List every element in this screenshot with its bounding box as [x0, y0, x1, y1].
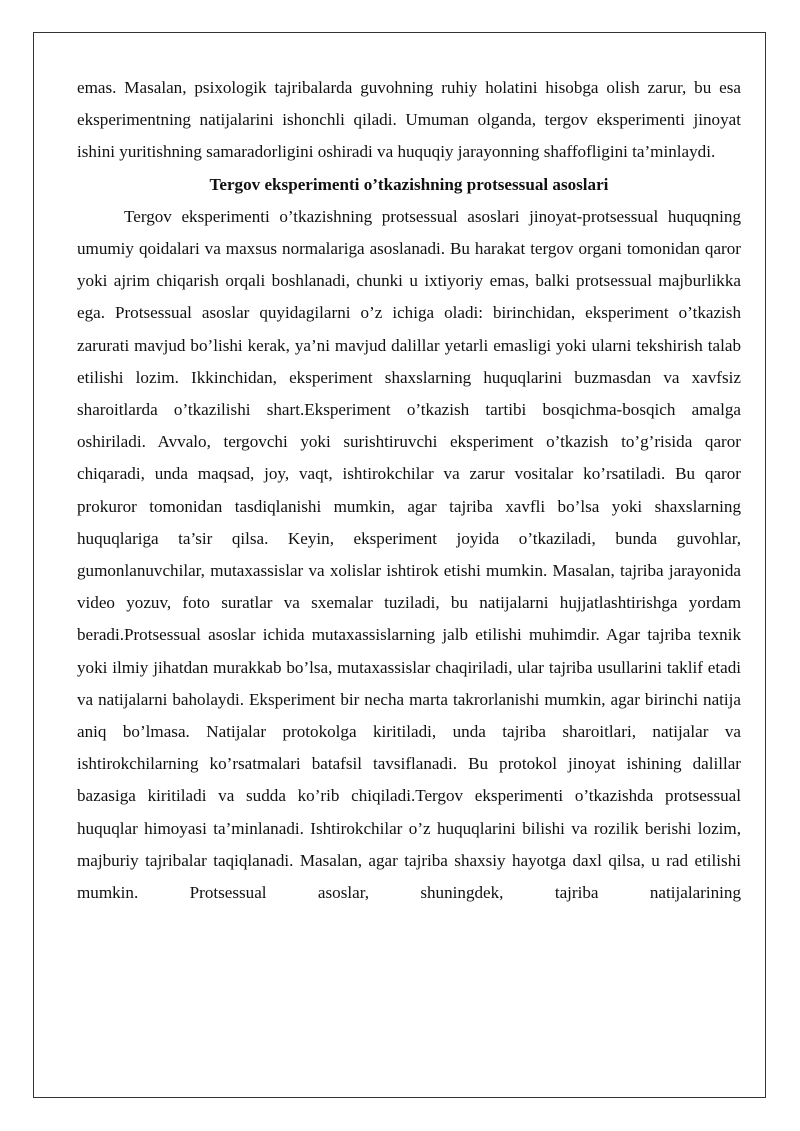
paragraph-intro: emas. Masalan, psixologik tajribalarda guvohning ruhiy holatini hisobga olish zarur, bu esa eksperimentning natijalarini ishonchli qiladi. Umuman olganda, tergov eksperimenti jinoyat ishini yuritishning samaradorligini oshiradi va huquqiy jarayonning shaffofligini ta’minlaydi. [77, 78, 741, 162]
document-body [77, 72, 741, 909]
section-heading: Tergov eksperimenti o’tkazishning protsessual asoslari [209, 174, 609, 194]
paragraph-main: Tergov eksperimenti o’tkazishning protsessual asoslari jinoyat-protsessual huquqning umumiy qoidalari va maxsus normalariga asoslanadi. Bu harakat tergov organi tomonidan qaror yoki ajrim chiqarish orqali boshlanadi, chunki u ixtiyoriy emas, balki protsessual majburlikka ega. Protsessual asoslar quyidagilarni o’z ichiga oladi: birinchidan, eksperiment o’tkazish zarurati mavjud bo’lishi kerak, ya’ni mavjud dalillar yetarli emasligi yoki ularni tekshirish talab etilishi lozim. Ikkinchidan, eksperiment shaxslarning huquqlarini buzmasdan va xavfsiz sharoitlarda o’tkazilishi shart.Eksperiment o’tkazish tartibi bosqichma-bosqich amalga oshiriladi. Avvalo, tergovchi yoki surishtiruvchi eksperiment o’tkazish to’g’risida qaror chiqaradi, unda maqsad, joy, vaqt, ishtirokchilar va zarur vositalar ko’rsatiladi. Bu qaror prokuror tomonidan tasdiqlanishi mumkin, agar tajriba xavfli bo’lsa yoki shaxslarning huquqlariga ta’sir qilsa. Keyin, eksperiment joyida o’tkaziladi, bunda guvohlar, gumonlanuvchilar, mutaxassislar va xolislar ishtirok etishi mumkin. Masalan, tajriba jarayonida video yozuv, foto suratlar va sxemalar tuziladi, bu natijalarni hujjatlashtirishga yordam beradi.Protsessual asoslar ichida mutaxassislarning jalb etilishi muhimdir. Agar tajriba texnik yoki ilmiy jihatdan murakkab bo’lsa, mutaxassislar chaqiriladi, ular tajriba usullarini taklif etadi va natijalarni baholaydi. Eksperiment bir necha marta takrorlanishi mumkin, agar birinchi natija aniq bo’lmasa. Natijalar protokolga kiritiladi, unda tajriba sharoitlari, natijalar va ishtirokchilarning ko’rsatmalari batafsil tavsiflanadi. Bu protokol jinoyat ishining dalillar bazasiga kiritiladi va sudda ko’rib chiqiladi.Tergov eksperimenti o’tkazishda protsessual huquqlar himoyasi ta’minlanadi. Ishtirokchilar o’z huquqlarini bilishi va rozilik berishi lozim, majburiy tajribalar taqiqlanadi. Masalan, agar tajriba shaxsiy hayotga daxl qilsa, u rad etilishi mumkin. Protsessual asoslar, shuningdek, tajriba natijalarining [77, 206, 741, 903]
